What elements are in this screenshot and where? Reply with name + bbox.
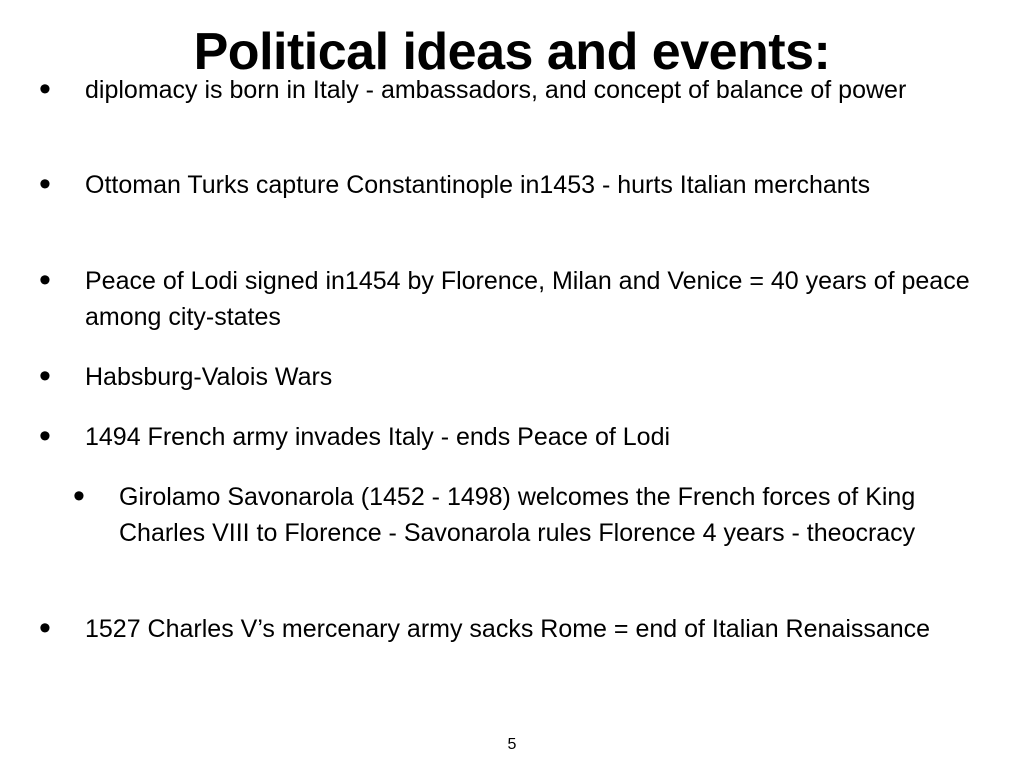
bullet-dot-icon: • [39,165,51,203]
bullet-item [39,417,995,455]
bullet-dot-icon: • [39,357,51,395]
bullet-text: 1494 French army invades Italy - ends Peace of Lodi [85,423,671,451]
bullet-dot-icon: • [73,477,85,515]
bullet-text: Habsburg-Valois Wars [85,363,333,391]
bullet-dot-icon: • [39,609,51,647]
bullet-item [39,609,995,647]
bullet-text: diplomacy is born in Italy - ambassadors, and concept of balance of power [85,76,907,104]
bullet-item [39,261,995,335]
bullet-text: 1527 Charles V’s mercenary army sacks Rome = end of Italian Renaissance [85,615,931,643]
bullet-dot-icon: • [39,417,51,455]
bullet-item [39,165,995,203]
bullet-item [39,357,995,395]
sub-bullet-item [73,477,989,551]
bullet-text: Ottoman Turks capture Constantinople in1453 - hurts Italian merchants [85,171,871,199]
bullet-text: Peace of Lodi signed in1454 by Florence, Milan and Venice = 40 years of peace among city-states [85,267,970,331]
slide-title: Political ideas and events: [193,23,831,81]
slide-number: 5 [507,736,517,753]
bullet-item [39,70,995,108]
bullet-dot-icon: • [39,70,51,108]
bullet-text: Girolamo Savonarola (1452 - 1498) welcomes the French forces of King Charles VIII to Florence - Savonarola rules Florence 4 years - theocracy [119,483,916,547]
bullet-dot-icon: • [39,261,51,299]
